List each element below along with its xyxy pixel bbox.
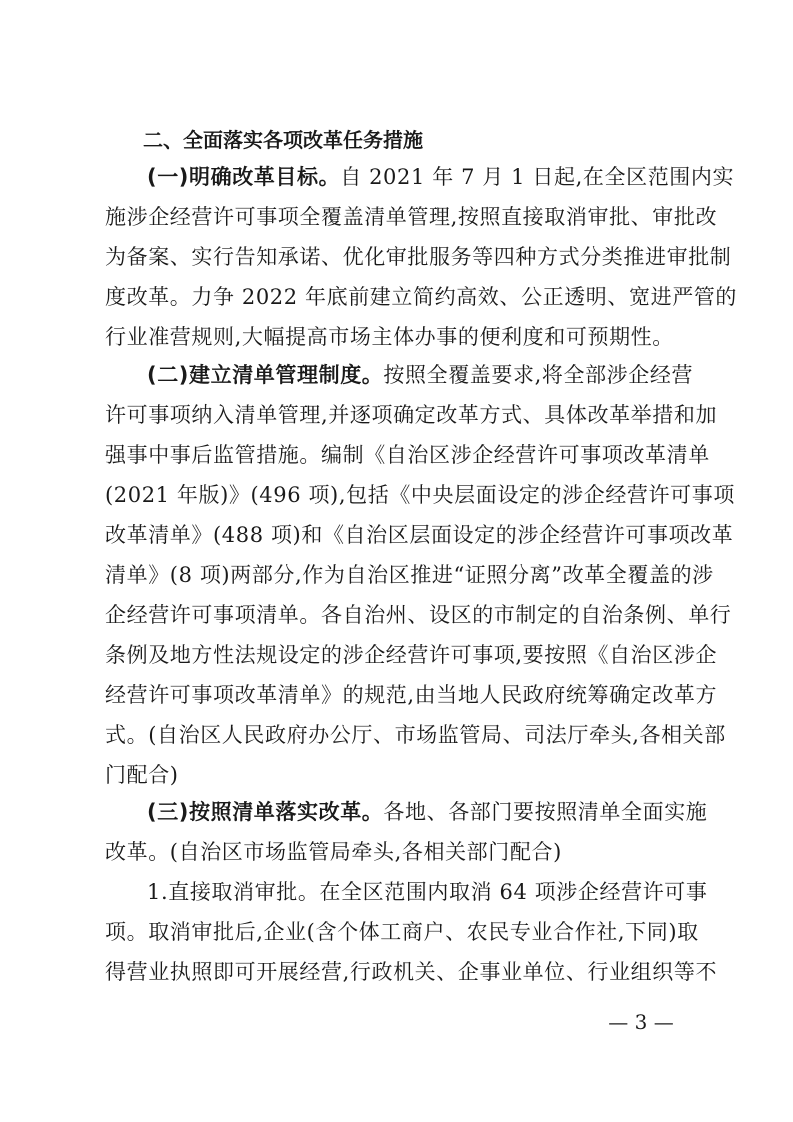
- paragraph-lead: (一)明确改革目标。: [147, 165, 341, 189]
- paragraph-line: 项。取消审批后,企业(含个体工商户、农民专业合作社,下同)取: [105, 920, 699, 944]
- paragraph-line: 为备案、实行告知承诺、优化审批服务等四种方式分类推进审批制: [105, 245, 732, 269]
- section-heading: 二、全面落实各项改革任务措施: [143, 128, 423, 152]
- paragraph-line: 行业准营规则,大幅提高市场主体办事的便利度和可预期性。: [105, 325, 674, 349]
- paragraph-list-system: [105, 355, 735, 795]
- paragraph-line: 企经营许可事项清单。各自治州、设区的市制定的自治条例、单行: [105, 603, 732, 627]
- paragraph-line: (三)按照清单落实改革。各地、各部门要按照清单全面实施: [147, 800, 708, 824]
- paragraph-line: 改革。(自治区市场监管局牵头,各相关部门配合): [105, 840, 562, 864]
- paragraph-line: (二)建立清单管理制度。按照全覆盖要求,将全部涉企经营: [147, 363, 694, 387]
- paragraph-implement: [105, 792, 708, 872]
- paragraph-lead: (二)建立清单管理制度。: [147, 363, 384, 387]
- paragraph-line: 度改革。力争 2022 年底前建立简约高效、公正透明、宽进严管的: [105, 285, 737, 309]
- paragraph-lead: (三)按照清单落实改革。: [147, 800, 384, 824]
- paragraph-goals: [105, 157, 737, 357]
- paragraph-line: 强事中事后监管措施。编制《自治区涉企经营许可事项改革清单: [105, 443, 710, 467]
- paragraph-cancel-approval: [105, 872, 718, 992]
- paragraph-line: 经营许可事项改革清单》的规范,由当地人民政府统筹确定改革方: [105, 683, 718, 707]
- paragraph-line: (2021 年版)》(496 项),包括《中央层面设定的涉企经营许可事项: [105, 483, 735, 507]
- page-number: — 3 —: [608, 1010, 674, 1034]
- paragraph-line: 1.直接取消审批。在全区范围内取消 64 项涉企经营许可事: [147, 880, 708, 904]
- paragraph-line: 许可事项纳入清单管理,并逐项确定改革方式、具体改革举措和加: [105, 403, 718, 427]
- paragraph-line: 改革清单》(488 项)和《自治区层面设定的涉企经营许可事项改革: [105, 523, 734, 547]
- paragraph-line: 清单》(8 项)两部分,作为自治区推进“证照分离”改革全覆盖的涉: [105, 563, 714, 587]
- paragraph-line: (一)明确改革目标。自 2021 年 7 月 1 日起,在全区范围内实: [147, 165, 735, 189]
- paragraph-line: 得营业执照即可开展经营,行政机关、企事业单位、行业组织等不: [105, 960, 718, 984]
- paragraph-line: 施涉企经营许可事项全覆盖清单管理,按照直接取消审批、审批改: [105, 205, 718, 229]
- paragraph-line: 条例及地方性法规设定的涉企经营许可事项,要按照《自治区涉企: [105, 643, 718, 667]
- paragraph-line: 门配合): [105, 763, 179, 787]
- paragraph-line: 式。(自治区人民政府办公厅、市场监管局、司法厅牵头,各相关部: [105, 723, 726, 747]
